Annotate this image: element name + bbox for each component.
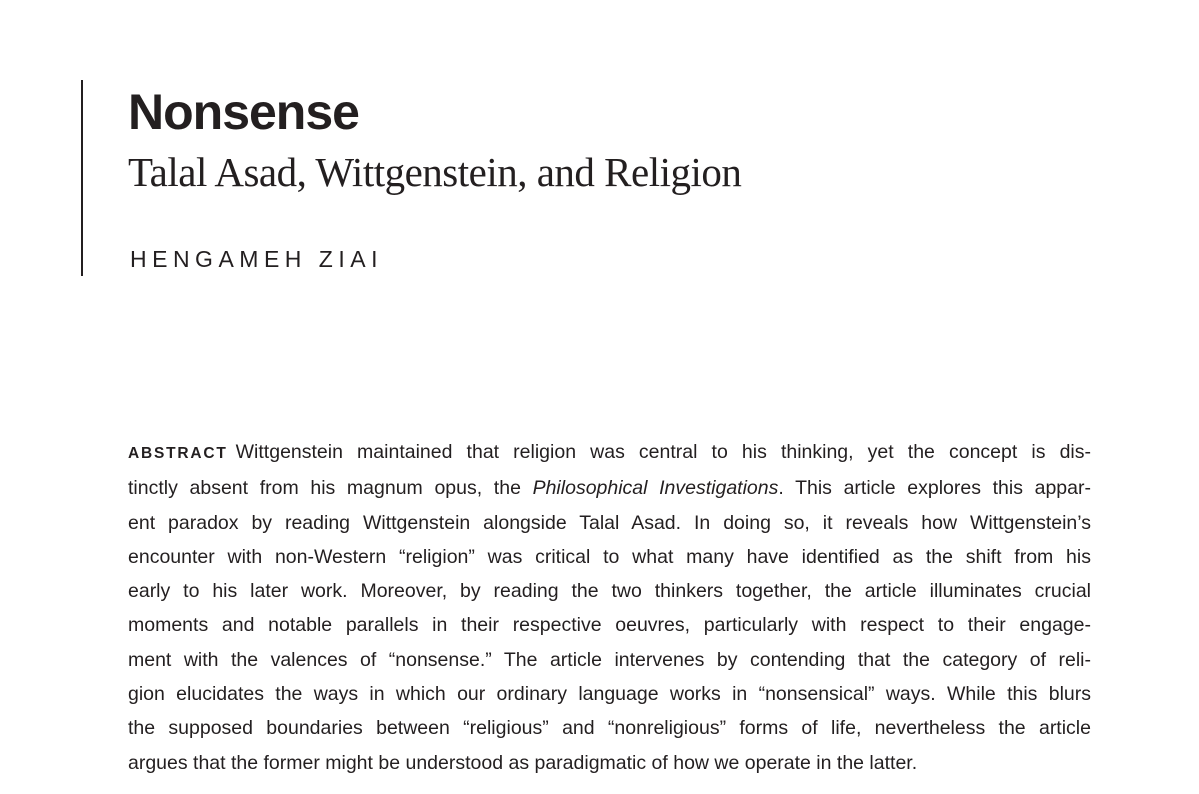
title-rule — [81, 80, 83, 276]
abstract-line: gion elucidates the ways in which our ordinary language works in “nonsensical” ways. While this blurs — [128, 683, 1091, 706]
abstract-line — [128, 435, 1091, 471]
abstract-line: the supposed boundaries between “religious” and “nonreligious” forms of life, nevertheless the article — [128, 717, 1091, 740]
abstract-line: early to his later work. Moreover, by reading the two thinkers together, the article illuminates crucial — [128, 580, 1091, 603]
abstract-line: argues that the former might be understood as paradigmatic of how we operate in the latter. — [128, 751, 918, 774]
abstract-label: ABSTRACT — [128, 445, 228, 462]
abstract-text: tinctly absent from his magnum opus, the — [128, 477, 521, 500]
abstract-text: Wittgenstein maintained that religion was central to his thinking, yet the concept is dis- — [235, 441, 1091, 463]
abstract-line — [128, 471, 1091, 505]
abstract-line: ent paradox by reading Wittgenstein alongside Talal Asad. In doing so, it reveals how Wittgenstein’s — [128, 511, 1091, 534]
article-author: HENGAMEH ZIAI — [130, 246, 383, 272]
abstract — [128, 435, 1091, 780]
abstract-line: encounter with non-Western “religion” was critical to what many have identified as the shift from his — [128, 545, 1091, 568]
abstract-text: . This article explores this appar- — [778, 477, 1091, 500]
abstract-line: ment with the valences of “nonsense.” The article intervenes by contending that the category of reli- — [128, 648, 1091, 671]
article-subtitle: Talal Asad, Wittgenstein, and Religion — [128, 149, 742, 195]
article-title: Nonsense — [128, 84, 359, 140]
book-title: Philosophical Investigations — [532, 477, 779, 500]
abstract-line: moments and notable parallels in their respective oeuvres, particularly with respect to their engage- — [128, 614, 1091, 637]
